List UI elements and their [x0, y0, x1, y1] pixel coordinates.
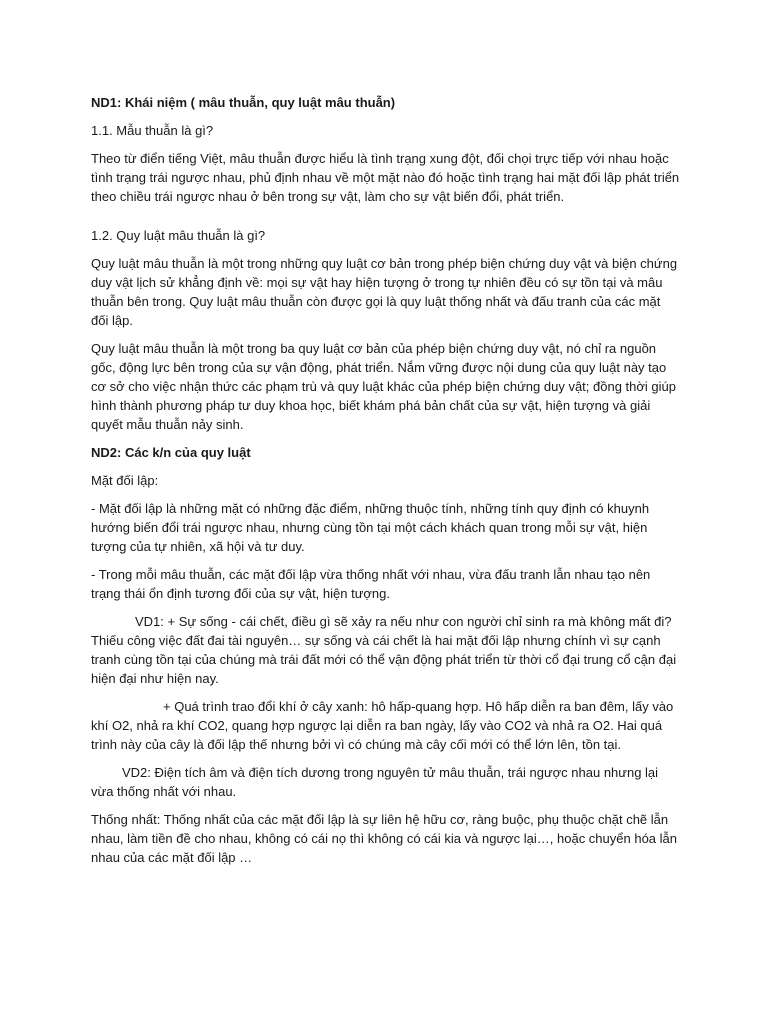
document-page — [91, 93, 681, 876]
label-mat-doi-lap: Mặt đối lập: — [91, 473, 159, 488]
example-vd2: VD2: Điện tích âm và điện tích dương trong nguyên tử mâu thuẫn, trái ngược nhau nhưng lại vừa thống nhất với nhau. — [91, 765, 659, 799]
paragraph-definition: Theo từ điển tiếng Việt, mâu thuẫn được hiểu là tình trạng xung đột, đối chọi trực tiếp với nhau hoặc tình trạng trái ngược nhau, phủ định nhau về một mặt nào đó hoặc tình trạng hai mặt đối lập phát triển theo chiều trái ngược nhau ở bên trong sự vật, làm cho sự vật biến đổi, phát triển. — [91, 151, 680, 204]
question-1-1: 1.1. Mẫu thuẫn là gì? — [91, 123, 214, 138]
paragraph-law-1: Quy luật mâu thuẫn là một trong những quy luật cơ bản trong phép biện chứng duy vật và biện chứng duy vật lịch sử khẳng định về: mọi sự vật hay hiện tượng ở trong tự nhiên đều có sự tồn tại và mâu thuẫn bên trong. Quy luật mâu thuẫn còn được gọi là quy luật thống nhất và đấu tranh của các mặt đối lập. — [91, 256, 678, 328]
paragraph-contradiction: - Trong mỗi mâu thuẫn, các mặt đối lập vừa thống nhất với nhau, vừa đấu tranh lẫn nhau tạo nên trạng thái ổn định tương đối của sự vật, hiện tượng. — [91, 567, 651, 601]
paragraph-opposites: - Mặt đối lập là những mặt có những đặc điểm, những thuộc tính, những tính quy định có khuynh hướng biến đổi trái ngược nhau, nhưng cùng tồn tại một cách khách quan trong mỗi sự vật, hiện tượng của tự nhiên, xã hội và tư duy. — [91, 501, 650, 554]
question-1-2: 1.2. Quy luật mâu thuẫn là gì? — [91, 228, 266, 243]
example-vd1-b: + Quá trình trao đổi khí ở cây xanh: hô hấp-quang hợp. Hô hấp diễn ra ban đêm, lấy vào khí O2, nhả ra khí CO2, quang hợp ngược lại diễn ra ban ngày, lấy vào CO2 và nhả ra O2. Hai quá trình này của cây là đối lập thế nhưng bởi vì có chúng mà cây cối mới có thể lớn lên, tồn tại. — [91, 699, 674, 752]
heading-nd2: ND2: Các k/n của quy luật — [91, 445, 251, 460]
example-vd1: VD1: + Sự sống - cái chết, điều gì sẽ xảy ra nếu như con người chỉ sinh ra mà không mất đi? Thiếu công việc đất đai tài nguyên… sự sống và cái chết là hai mặt đối lập nhưng chính vì sự cạnh tranh cùng tồn tại của chúng mà trái đất mới có thể vận động phát triển từ thời cổ đại trung cổ cận đại hiện đại như hiện nay. — [91, 614, 677, 686]
paragraph-unity: Thống nhất: Thống nhất của các mặt đối lập là sự liên hệ hữu cơ, ràng buộc, phụ thuộc chặt chẽ lẫn nhau, làm tiền đề cho nhau, không có cái nọ thì không có cái kia và ngược lại…, hoặc chuyển hóa lẫn nhau của các mặt đối lập … — [91, 812, 677, 865]
heading-nd1: ND1: Khái niệm ( mâu thuẫn, quy luật mâu thuẫn) — [91, 95, 396, 110]
paragraph-law-2: Quy luật mâu thuẫn là một trong ba quy luật cơ bản của phép biện chứng duy vật, nó chỉ ra nguồn gốc, động lực bên trong của sự vận động, phát triển. Nắm vững được nội dung của quy luật này tạo cơ sở cho việc nhận thức các phạm trù và quy luật khác của phép biện chứng duy vật; đồng thời giúp hình thành phương pháp tư duy khoa học, biết khám phá bản chất của sự vật, hiện tượng và giải quyết mẫu thuẫn nảy sinh. — [91, 341, 676, 432]
